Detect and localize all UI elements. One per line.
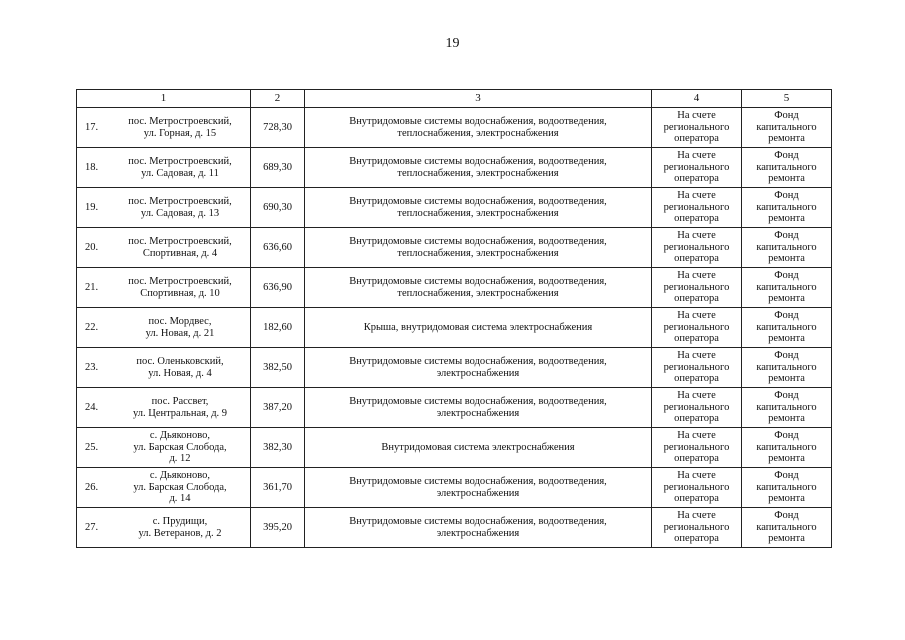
cell-area: 728,30 [251,108,305,148]
cell-fund: Фонд капитального ремонта [742,108,832,148]
table-row [77,468,832,508]
cell-account: На счете регионального оператора [652,108,742,148]
cell-area: 382,50 [251,348,305,388]
cell-works: Внутридомовые системы водоснабжения, водоотведения, теплоснабжения, электроснабжения [305,188,652,228]
page-number: 19 [445,36,460,51]
address-text: пос. Метростроевский, Спортивная, д. 4 [128,236,232,259]
cell-area: 395,20 [251,508,305,548]
address-text: пос. Метростроевский, ул. Садовая, д. 11 [128,156,232,179]
header-col-2: 2 [251,90,305,108]
cell-works: Внутридомовые системы водоснабжения, водоотведения, электроснабжения [305,468,652,508]
cell-fund: Фонд капитального ремонта [742,188,832,228]
address-text: пос. Мордвес, ул. Новая, д. 21 [145,316,215,339]
table-row [77,108,832,148]
table-row [77,268,832,308]
header-col-5: 5 [742,90,832,108]
cell-area: 382,30 [251,428,305,468]
row-number: 21. [85,281,99,293]
cell-works: Внутридомовые системы водоснабжения, водоотведения, теплоснабжения, электроснабжения [305,268,652,308]
table-row [77,428,832,468]
address-text: с. Дьяконово, ул. Барская Слобода, д. 12 [133,430,227,465]
cell-address [77,188,251,228]
table-row [77,308,832,348]
cell-address [77,468,251,508]
row-number: 26. [85,481,99,493]
table-header-row [77,90,832,108]
cell-address [77,308,251,348]
cell-account: На счете регионального оператора [652,268,742,308]
cell-fund: Фонд капитального ремонта [742,468,832,508]
cell-address [77,388,251,428]
cell-fund: Фонд капитального ремонта [742,348,832,388]
table-row [77,508,832,548]
header-col-1: 1 [77,90,251,108]
cell-works: Внутридомовые системы водоснабжения, водоотведения, электроснабжения [305,508,652,548]
address-text: пос. Рассвет, ул. Центральная, д. 9 [132,396,228,419]
cell-works: Внутридомовые системы водоснабжения, водоотведения, электроснабжения [305,388,652,428]
cell-account: На счете регионального оператора [652,348,742,388]
table-row [77,188,832,228]
cell-area: 689,30 [251,148,305,188]
repair-table [76,89,832,548]
cell-works: Внутридомовая система электроснабжения [305,428,652,468]
table-row [77,388,832,428]
cell-account: На счете регионального оператора [652,228,742,268]
cell-works: Крыша, внутридомовая система электроснабжения [305,308,652,348]
address-text: пос. Метростроевский, Спортивная, д. 10 [128,276,232,299]
cell-account: На счете регионального оператора [652,468,742,508]
row-number: 23. [85,361,99,373]
cell-address [77,268,251,308]
cell-fund: Фонд капитального ремонта [742,228,832,268]
cell-area: 387,20 [251,388,305,428]
cell-fund: Фонд капитального ремонта [742,268,832,308]
row-number: 18. [85,161,99,173]
address-text: пос. Метростроевский, ул. Садовая, д. 13 [128,196,232,219]
cell-works: Внутридомовые системы водоснабжения, водоотведения, теплоснабжения, электроснабжения [305,148,652,188]
row-number: 22. [85,321,99,333]
header-col-4: 4 [652,90,742,108]
table-row [77,148,832,188]
cell-works: Внутридомовые системы водоснабжения, водоотведения, электроснабжения [305,348,652,388]
cell-address [77,508,251,548]
cell-account: На счете регионального оператора [652,148,742,188]
address-text: пос. Оленьковский, ул. Новая, д. 4 [136,356,224,379]
row-number: 17. [85,121,99,133]
cell-works: Внутридомовые системы водоснабжения, водоотведения, теплоснабжения, электроснабжения [305,108,652,148]
cell-account: На счете регионального оператора [652,388,742,428]
cell-fund: Фонд капитального ремонта [742,428,832,468]
cell-area: 361,70 [251,468,305,508]
table-row [77,228,832,268]
address-text: с. Прудищи, ул. Ветеранов, д. 2 [138,516,222,539]
row-number: 19. [85,201,99,213]
cell-account: На счете регионального оператора [652,428,742,468]
cell-area: 690,30 [251,188,305,228]
cell-account: На счете регионального оператора [652,508,742,548]
cell-fund: Фонд капитального ремонта [742,508,832,548]
row-number: 25. [85,441,99,453]
cell-address [77,148,251,188]
cell-area: 636,60 [251,228,305,268]
cell-address [77,348,251,388]
table-row [77,348,832,388]
cell-works: Внутридомовые системы водоснабжения, водоотведения, теплоснабжения, электроснабжения [305,228,652,268]
cell-area: 182,60 [251,308,305,348]
cell-address [77,428,251,468]
row-number: 24. [85,401,99,413]
row-number: 27. [85,521,99,533]
address-text: пос. Метростроевский, ул. Горная, д. 15 [128,116,232,139]
row-number: 20. [85,241,99,253]
address-text: с. Дьяконово, ул. Барская Слобода, д. 14 [133,470,227,505]
cell-fund: Фонд капитального ремонта [742,308,832,348]
cell-account: На счете регионального оператора [652,308,742,348]
cell-fund: Фонд капитального ремонта [742,148,832,188]
header-col-3: 3 [305,90,652,108]
cell-address [77,228,251,268]
cell-account: На счете регионального оператора [652,188,742,228]
cell-fund: Фонд капитального ремонта [742,388,832,428]
cell-area: 636,90 [251,268,305,308]
cell-address [77,108,251,148]
